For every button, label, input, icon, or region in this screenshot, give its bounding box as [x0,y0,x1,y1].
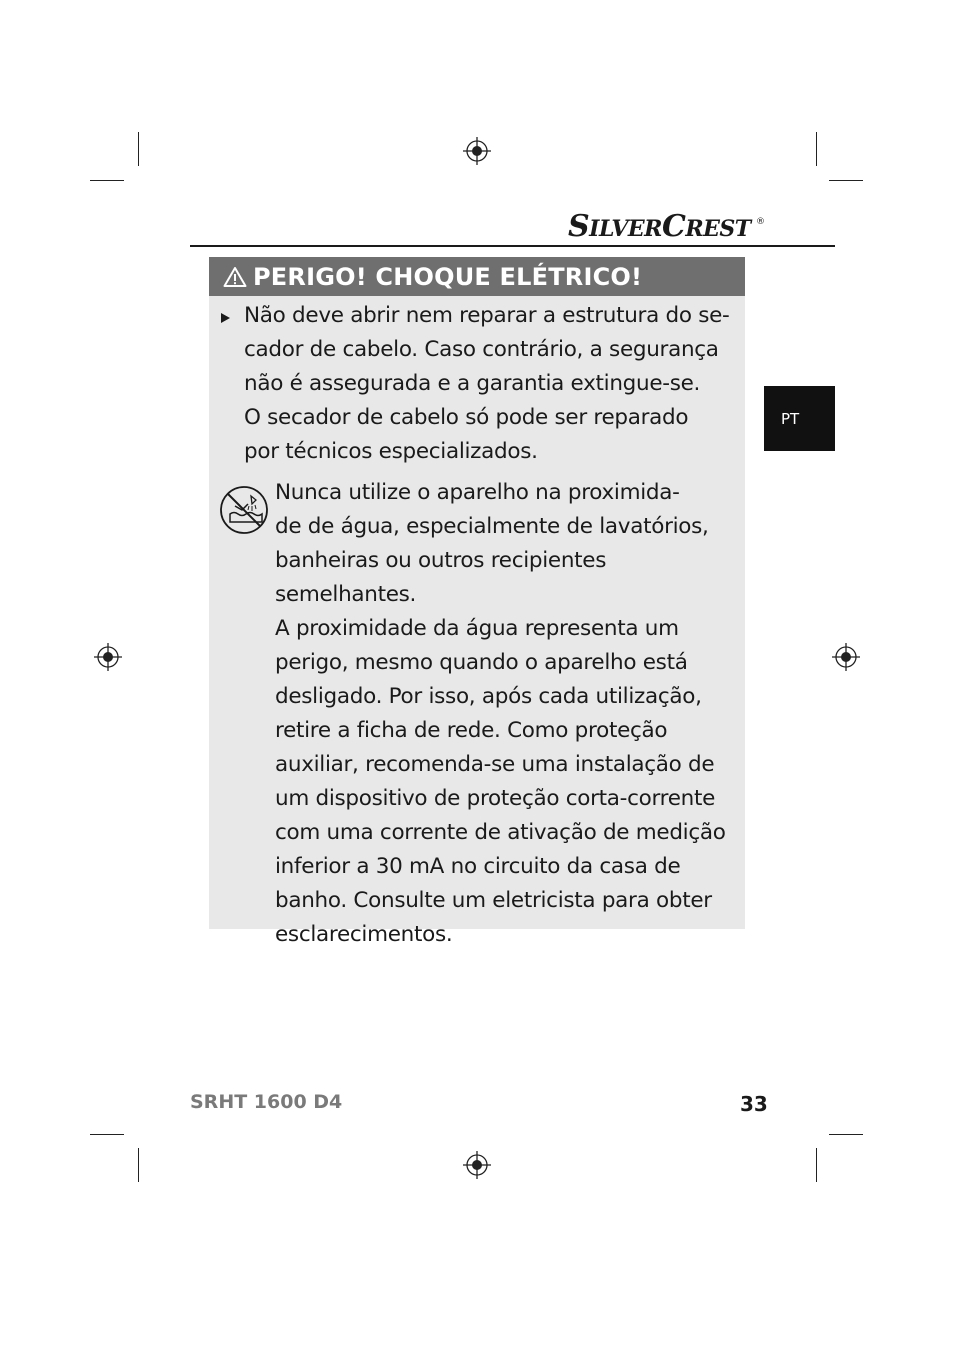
crop-mark [138,1148,139,1182]
language-tab [764,386,835,451]
no-water-icon [218,484,270,536]
crop-mark [138,132,139,166]
svg-text:®: ® [756,217,765,227]
warning-box [209,257,745,947]
brand-logo [568,204,768,244]
header-rule [190,245,835,247]
warning-triangle-icon [223,266,247,288]
crop-mark [90,1134,124,1135]
page-number: 33 [740,1092,768,1116]
registration-mark-icon [463,1151,491,1179]
crop-mark [829,180,863,181]
registration-mark-icon [832,643,860,671]
warning-title: PERIGO! CHOQUE ELÉTRICO! [253,262,643,291]
warning-paragraph-2: Nunca utilize o aparelho na proximida- de de água, especialmente de lavatórios, banheiras ou outros recipientes semelhantes. A proximidade da água representa um perigo, mesmo quando o aparelho está desligado. Por isso, após cada utilização, retire a ficha de rede. Como proteção auxiliar, recomenda-se uma instalação de um dispositivo de proteção corta-corrente com uma corrente de ativação de medição inferior a 30 mA no circuito da casa de banho. Consulte um eletricista para obter esclarecimentos. [275,480,726,947]
registration-mark-icon [463,137,491,165]
crop-mark [829,1134,863,1135]
crop-mark [90,180,124,181]
crop-mark [816,1148,817,1182]
language-tab-label: PT [781,409,800,428]
footer-model: SRHT 1600 D4 [190,1091,343,1113]
warning-paragraph-1: Não deve abrir nem reparar a estrutura do se- cador de cabelo. Caso contrário, a segurança não é assegurada e a garantia extingue-se. O secador de cabelo só pode ser reparado por técnicos especializados. [244,303,730,464]
crop-mark [816,132,817,166]
warning-header [209,257,745,296]
svg-text:SILVERCREST: SILVERCREST [568,209,751,244]
bullet-arrow-icon [221,313,230,323]
registration-mark-icon [94,643,122,671]
